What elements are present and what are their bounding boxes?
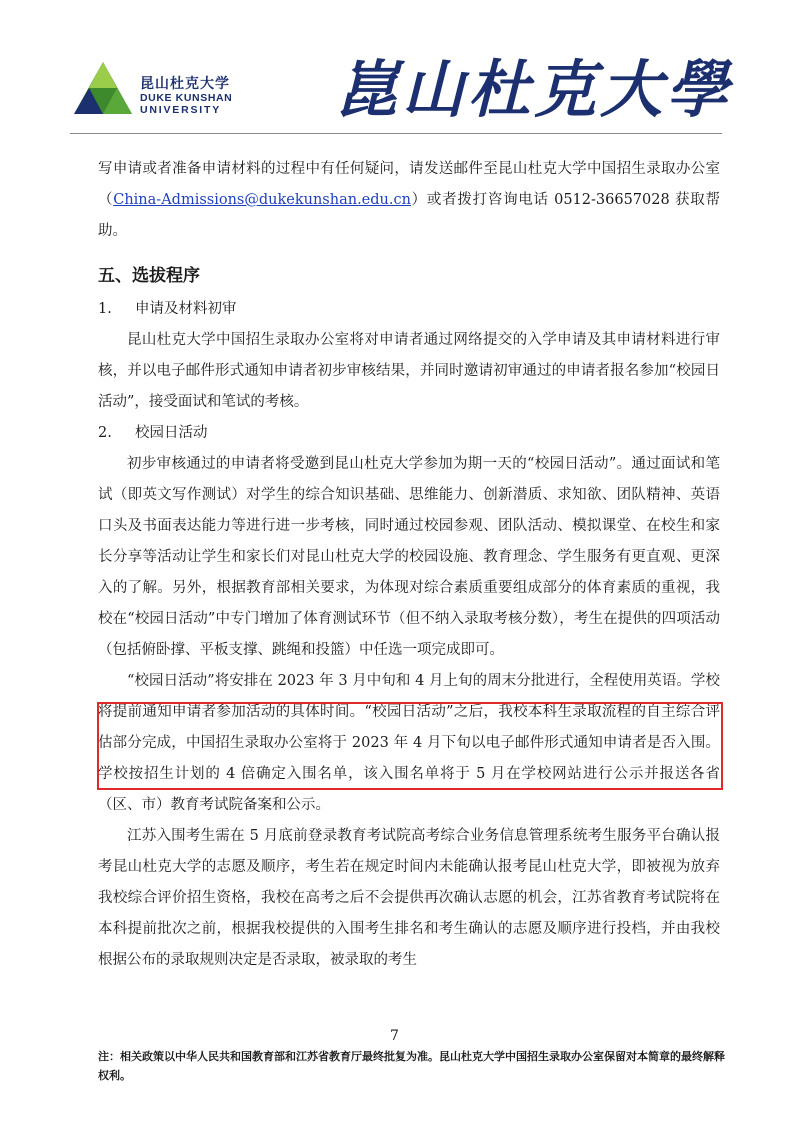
list-number: 1.	[98, 301, 112, 317]
logo-english-name-line1: DUKE KUNSHAN	[140, 92, 233, 104]
section-heading: 五、选拔程序	[98, 266, 200, 286]
university-logo-icon	[74, 62, 132, 114]
list-item-2	[98, 418, 720, 449]
campus-day-paragraph: 初步审核通过的申请者将受邀到昆山杜克大学参加为期一天的“校园日活动”。通过面试和笔试（即英文写作测试）对学生的综合知识基础、思维能力、创新潜质、求知欲、团队精神、英语口头及书面表达能力等进行进一步考核，同时通过校园参观、团队活动、模拟课堂、在校生和家长分享等活动让学生和家长们对昆山杜克大学的校园设施、教育理念、学生服务有更直观、更深入的了解。另外，根据教育部相关要求，为体现对综合素质重要组成部分的体育素质的重视，我校在“校园日活动”中专门增加了体育测试环节（但不纳入录取考核分数），考生在提供的四项活动（包括俯卧撑、平板支撑、跳绳和投篮）中任选一项完成即可。	[98, 456, 720, 658]
calligraphy-title: 崑山杜克大學	[336, 53, 733, 126]
intro-text-after: ）或者拨打咨询电话 0512-36657028 获取帮助。	[98, 192, 720, 239]
list-number: 2.	[98, 425, 112, 441]
intro-text-before: 写申请或者准备申请材料的过程中有任何疑问，请发送邮件至昆山杜克大学中国招生录取办公室（	[98, 161, 720, 208]
footnote: 注：相关政策以中华人民共和国教育部和江苏省教育厅最终批复为准。昆山杜克大学中国招生录取办公室保留对本简章的最终解释权利。	[98, 1050, 725, 1082]
review-paragraph: 昆山杜克大学中国招生录取办公室将对申请者通过网络提交的入学申请及其申请材料进行审核，并以电子邮件形式通知申请者初步审核结果，并同时邀请初审通过的申请者报名参加“校园日活动”，接受面试和笔试的考核。	[98, 332, 720, 410]
header-divider	[70, 133, 722, 134]
jiangsu-paragraph: 江苏入围考生需在 5 月底前登录教育考试院高考综合业务信息管理系统考生服务平台确认报考昆山杜克大学的志愿及顺序，考生若在规定时间内未能确认报考昆山杜克大学，即被视为放弃我校综合评价招生资格，我校在高考之后不会提供再次确认志愿的机会，江苏省教育考试院将在本科提前批次之前，根据我校提供的入围考生排名和考生确认的志愿及顺序进行投档，并由我校根据公布的录取规则决定是否录取，被录取的考生	[98, 828, 720, 968]
intro-paragraph	[98, 154, 720, 247]
list-item-1	[98, 294, 720, 325]
page-header	[0, 0, 794, 132]
list-title: 校园日活动	[135, 425, 208, 441]
highlight-annotation-box	[97, 702, 723, 790]
page-number: 7	[390, 1028, 399, 1044]
list-title: 申请及材料初审	[135, 301, 237, 317]
logo-english-name-line2: UNIVERSITY	[140, 104, 222, 116]
admissions-email-link[interactable]: China-Admissions@dukekunshan.edu.cn	[113, 192, 411, 208]
page-body	[98, 154, 720, 976]
logo-chinese-name: 昆山杜克大学	[140, 76, 230, 92]
schedule-paragraph: “校园日活动”将安排在 2023 年 3 月中旬和 4 月上旬的周末分批进行，全程使用英语。学校将提前通知申请者参加活动的具体时间。“校园日活动”之后，我校本科生录取流程的自主综合评估部分完成，中国招生录取办公室将于 2023 年 4 月下旬以电子邮件形式通知申请者是否入围。学校按招生计划的 4 倍确定入围名单，该入围名单将于 5 月在学校网站进行公示并报送各省（区、市）教育考试院备案和公示。	[98, 673, 720, 813]
